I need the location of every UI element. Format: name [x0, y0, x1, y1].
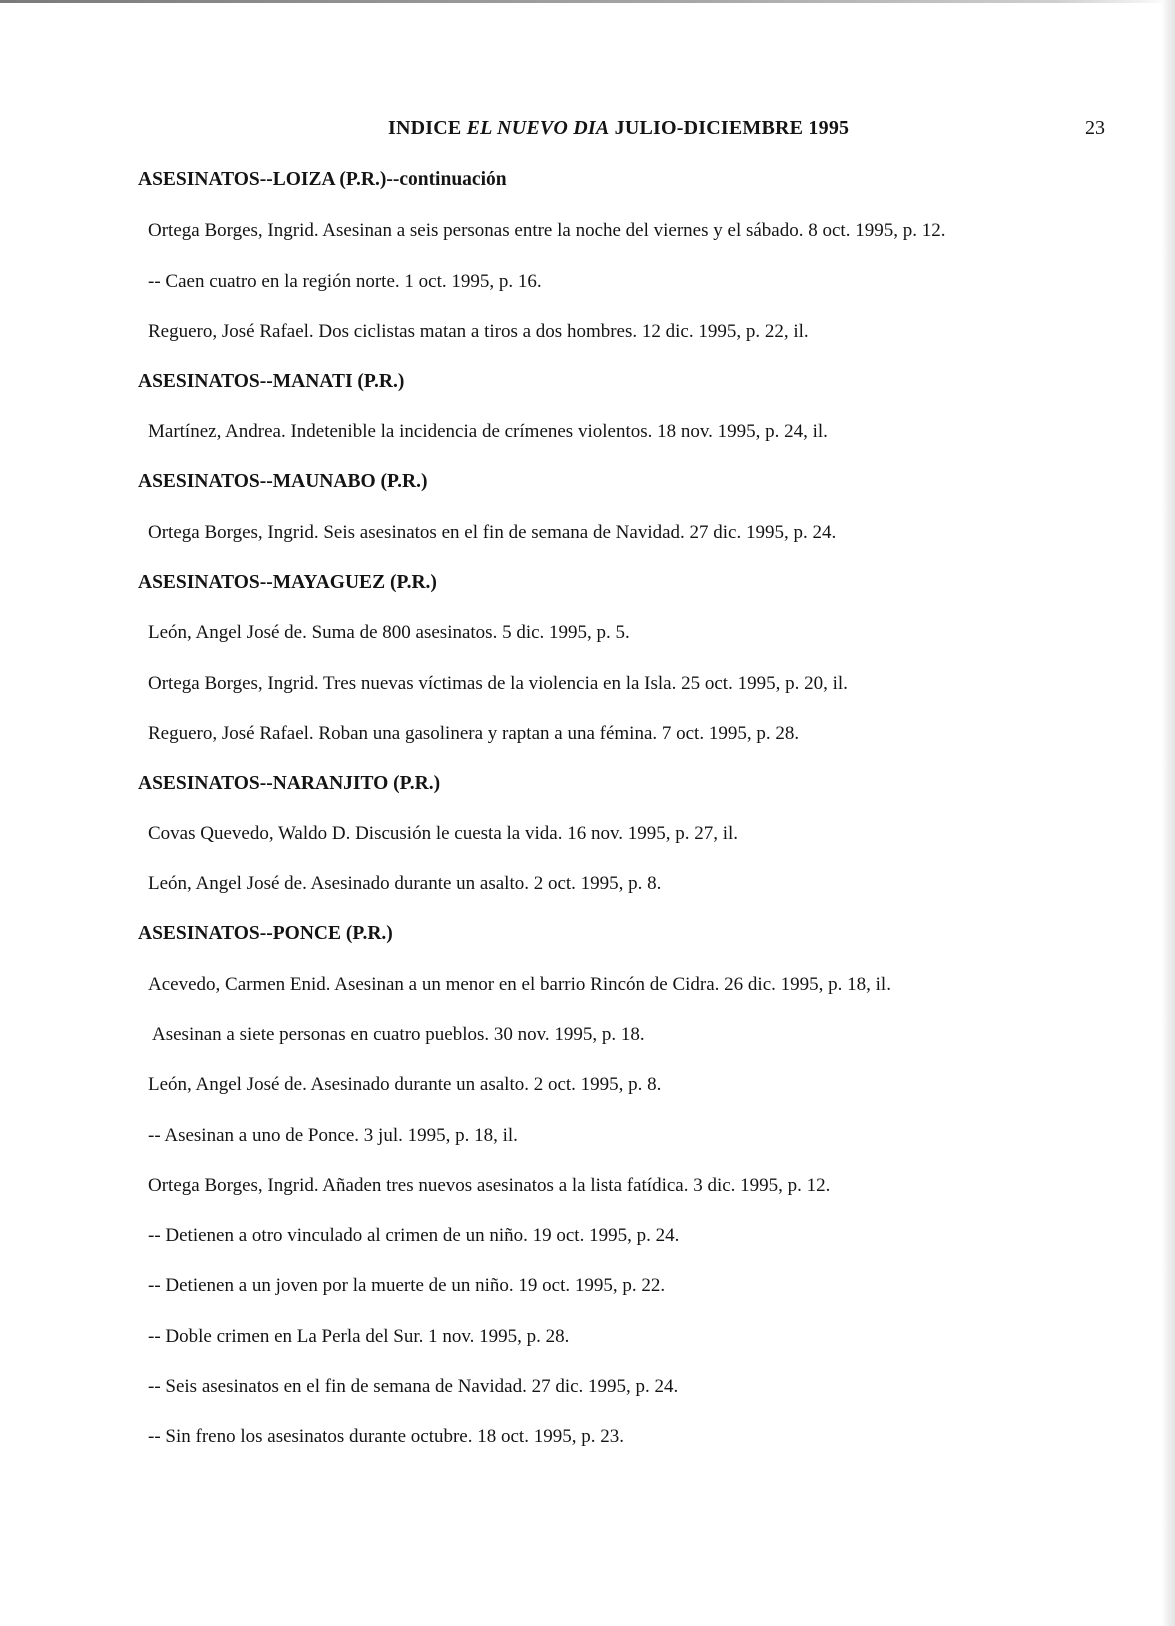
index-entry: -- Seis asesinatos en el fin de semana de Navidad. 27 dic. 1995, p. 24.	[148, 1376, 679, 1397]
index-entry: Ortega Borges, Ingrid. Seis asesinatos en el fin de semana de Navidad. 27 dic. 1995, p. 24.	[148, 522, 837, 543]
index-entry: Acevedo, Carmen Enid. Asesinan a un menor en el barrio Rincón de Cidra. 26 dic. 1995, p. 18, il.	[148, 974, 891, 995]
index-entry: -- Doble crimen en La Perla del Sur. 1 nov. 1995, p. 28.	[148, 1326, 570, 1347]
index-entry: -- Detienen a un joven por la muerte de un niño. 19 oct. 1995, p. 22.	[148, 1275, 666, 1296]
subject-heading: ASESINATOS--MANATI (P.R.)	[138, 371, 405, 392]
index-entry: -- Caen cuatro en la región norte. 1 oct. 1995, p. 16.	[148, 271, 542, 292]
header-suffix: JULIO-DICIEMBRE 1995	[609, 117, 850, 139]
scan-edge-right	[1161, 0, 1175, 1626]
index-entry: -- Asesinan a uno de Ponce. 3 jul. 1995, p. 18, il.	[148, 1125, 518, 1146]
index-entry: León, Angel José de. Asesinado durante un asalto. 2 oct. 1995, p. 8.	[148, 873, 662, 894]
index-entry: Ortega Borges, Ingrid. Asesinan a seis personas entre la noche del viernes y el sábado. 8 oct. 1995, p. 12.	[148, 220, 946, 241]
subject-heading: ASESINATOS--NARANJITO (P.R.)	[138, 773, 441, 794]
index-entry: -- Detienen a otro vinculado al crimen de un niño. 19 oct. 1995, p. 24.	[148, 1225, 680, 1246]
subject-heading: ASESINATOS--MAUNABO (P.R.)	[138, 471, 428, 492]
subject-heading: ASESINATOS--MAYAGUEZ (P.R.)	[138, 572, 437, 593]
index-entry: Asesinan a siete personas en cuatro pueblos. 30 nov. 1995, p. 18.	[152, 1024, 645, 1045]
index-entry: Reguero, José Rafael. Roban una gasolinera y raptan a una fémina. 7 oct. 1995, p. 28.	[148, 723, 800, 744]
scan-edge-top	[0, 0, 1175, 3]
page-header	[388, 117, 849, 140]
index-entry: León, Angel José de. Asesinado durante un asalto. 2 oct. 1995, p. 8.	[148, 1074, 662, 1095]
page-number: 23	[1085, 117, 1105, 139]
subject-heading: ASESINATOS--LOIZA (P.R.)--continuación	[138, 169, 507, 190]
header-newspaper-title: EL NUEVO DIA	[466, 117, 610, 139]
subject-heading: ASESINATOS--PONCE (P.R.)	[138, 923, 393, 944]
index-entry: Covas Quevedo, Waldo D. Discusión le cuesta la vida. 16 nov. 1995, p. 27, il.	[148, 823, 739, 844]
index-entry: Ortega Borges, Ingrid. Tres nuevas víctimas de la violencia en la Isla. 25 oct. 1995, p. 20, il.	[148, 673, 848, 694]
index-entry: León, Angel José de. Suma de 800 asesinatos. 5 dic. 1995, p. 5.	[148, 622, 630, 643]
index-entry: Reguero, José Rafael. Dos ciclistas matan a tiros a dos hombres. 12 dic. 1995, p. 22, il.	[148, 321, 809, 342]
index-entry: -- Sin freno los asesinatos durante octubre. 18 oct. 1995, p. 23.	[148, 1426, 624, 1447]
header-prefix: INDICE	[388, 117, 467, 139]
index-entry: Ortega Borges, Ingrid. Añaden tres nuevos asesinatos a la lista fatídica. 3 dic. 1995, p. 12.	[148, 1175, 831, 1196]
index-entry: Martínez, Andrea. Indetenible la incidencia de crímenes violentos. 18 nov. 1995, p. 24, il.	[148, 421, 828, 442]
